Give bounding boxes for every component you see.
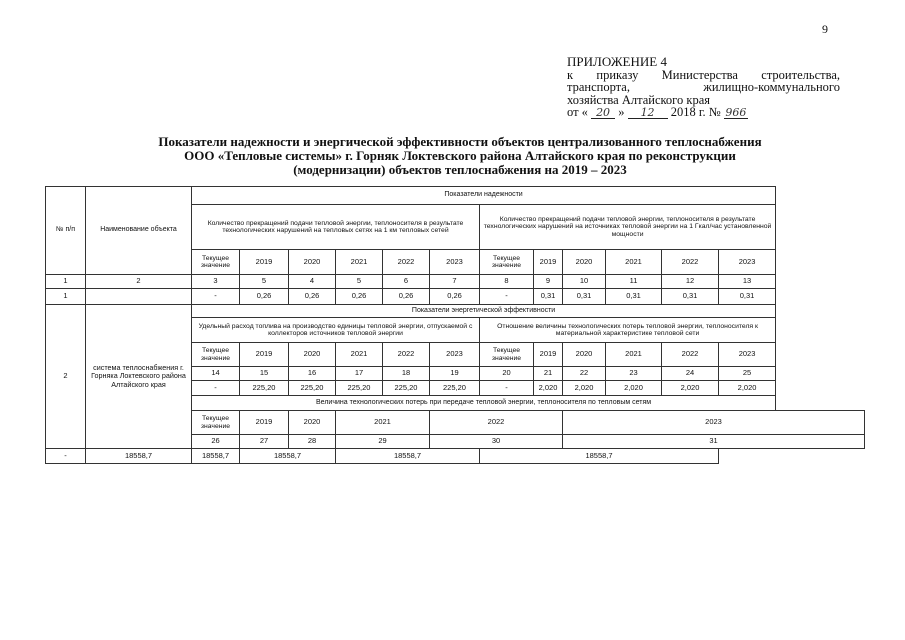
date-month: 12: [628, 108, 668, 119]
table-row: [46, 187, 865, 205]
table-cell: 0,31: [662, 289, 719, 305]
year-header: 2023: [430, 250, 480, 275]
column-number: 9: [534, 275, 563, 289]
reliability-left-header: Количество прекращений подачи тепловой энергии, теплоносителя в результате технологических нарушений на тепловых сетях на 1 км тепловых сетей: [192, 205, 480, 250]
row-number: 1: [46, 289, 86, 305]
year-header: 2023: [563, 411, 865, 435]
year-header: 2020: [289, 411, 336, 435]
indicators-table: [45, 186, 865, 464]
year-header: 2022: [430, 411, 563, 435]
appendix-title: ПРИЛОЖЕНИЕ 4: [567, 54, 667, 69]
title-line-1: Показатели надежности и энергической эффективности объектов централизованного теплоснабжения: [158, 134, 762, 149]
year-header: 2023: [719, 343, 776, 367]
year-header: 2019: [240, 411, 289, 435]
column-number: 1: [46, 275, 86, 289]
column-number: 23: [606, 367, 662, 381]
year-header: 2020: [289, 343, 336, 367]
efficiency-left-header: Удельный расход топлива на производство единицы тепловой энергии, отпускаемой с коллекторов источников тепловой энергии: [192, 318, 480, 343]
table-cell: 0,31: [606, 289, 662, 305]
appendix-date-line: [567, 106, 840, 119]
table-cell: -: [480, 381, 534, 396]
column-number: 20: [480, 367, 534, 381]
object-name: система теплоснабжения г. Горняка Локтевского района Алтайского края: [86, 305, 192, 449]
table-cell: -: [192, 289, 240, 305]
table-row: [46, 305, 865, 318]
year-header: 2019: [534, 250, 563, 275]
table-cell: 0,26: [336, 289, 383, 305]
table-cell: 0,31: [534, 289, 563, 305]
table-cell: -: [46, 449, 86, 464]
table-cell: 225,20: [430, 381, 480, 396]
table-cell: 0,31: [563, 289, 606, 305]
year-header: 2022: [383, 250, 430, 275]
column-number: 16: [289, 367, 336, 381]
column-number: 5: [336, 275, 383, 289]
year-header: 2021: [336, 411, 430, 435]
year-header: 2019: [240, 343, 289, 367]
appendix-line-2: транспорта, жилищно-коммунального: [567, 80, 840, 94]
year-header: 2021: [336, 343, 383, 367]
date-prefix: от «: [567, 105, 588, 119]
date-sep: »: [618, 105, 625, 119]
title-line-2: ООО «Тепловые системы» г. Горняк Локтевского района Алтайского края по реконструкции: [184, 148, 736, 163]
column-number: 13: [719, 275, 776, 289]
column-number: 12: [662, 275, 719, 289]
column-number: 19: [430, 367, 480, 381]
column-number: 4: [289, 275, 336, 289]
order-number: 966: [725, 106, 747, 119]
year-header: 2021: [606, 250, 662, 275]
table-cell: 225,20: [336, 381, 383, 396]
column-number: 17: [336, 367, 383, 381]
table-cell: 2,020: [662, 381, 719, 396]
reliability-right-header: Количество прекращений подачи тепловой энергии, теплоносителя в результате технологических нарушений на источниках тепловой энергии на 1 Гкал/час установленной мощности: [480, 205, 776, 250]
column-number: 3: [192, 275, 240, 289]
year-header: 2020: [563, 343, 606, 367]
column-number: 7: [430, 275, 480, 289]
column-number: 28: [289, 435, 336, 449]
title-line-3: (модернизации) объектов теплоснабжения на 2019 – 2023: [293, 162, 627, 177]
year-header: 2023: [430, 343, 480, 367]
table-cell: 0,26: [383, 289, 430, 305]
column-number: 5: [240, 275, 289, 289]
table-cell: 2,020: [534, 381, 563, 396]
table-cell: 2,020: [606, 381, 662, 396]
year-header: 2020: [289, 250, 336, 275]
column-number: 24: [662, 367, 719, 381]
column-number: 6: [383, 275, 430, 289]
current-value-header: Текущее значение: [480, 250, 534, 275]
table-cell: 225,20: [240, 381, 289, 396]
column-number: 15: [240, 367, 289, 381]
date-year: 2018 г. №: [670, 105, 721, 119]
empty-cell: [86, 289, 192, 305]
row-number: 2: [46, 305, 86, 449]
current-value-header: Текущее значение: [480, 343, 534, 367]
year-header: 2022: [662, 250, 719, 275]
column-number: 31: [563, 435, 865, 449]
column-number: 18: [383, 367, 430, 381]
table-cell: 18558,7: [86, 449, 192, 464]
table-cell: 2,020: [563, 381, 606, 396]
document-title: [80, 135, 840, 177]
table-cell: 0,26: [289, 289, 336, 305]
year-header: 2021: [606, 343, 662, 367]
year-header: 2021: [336, 250, 383, 275]
table-cell: 2,020: [719, 381, 776, 396]
appendix-line-1: к приказу Министерства строительства,: [567, 67, 840, 82]
date-day: 20: [591, 108, 615, 119]
table-cell: -: [480, 289, 534, 305]
page-number: 9: [822, 22, 828, 36]
efficiency-right-header: Отношение величины технологических потерь тепловой энергии, теплоносителя к материальной характеристике тепловой сети: [480, 318, 776, 343]
year-header: 2020: [563, 250, 606, 275]
table-row: [46, 275, 865, 289]
column-number: 29: [336, 435, 430, 449]
table-cell: 0,26: [430, 289, 480, 305]
column-number: 30: [430, 435, 563, 449]
table-cell: 18558,7: [336, 449, 480, 464]
column-number: 27: [240, 435, 289, 449]
column-number: 11: [606, 275, 662, 289]
table-row: [46, 449, 865, 464]
table-cell: -: [192, 381, 240, 396]
year-header: 2022: [662, 343, 719, 367]
table-cell: 225,20: [289, 381, 336, 396]
year-header: 2019: [534, 343, 563, 367]
current-value-header: Текущее значение: [192, 343, 240, 367]
year-header: 2019: [240, 250, 289, 275]
appendix-line-3: хозяйства Алтайского края: [567, 92, 710, 107]
table-cell: 18558,7: [480, 449, 719, 464]
header-name: Наименование объекта: [86, 187, 192, 275]
current-value-header: Текущее значение: [192, 411, 240, 435]
year-header: 2023: [719, 250, 776, 275]
column-number: 25: [719, 367, 776, 381]
column-number: 21: [534, 367, 563, 381]
table-row: [46, 289, 865, 305]
year-header: 2022: [383, 343, 430, 367]
appendix-block: [567, 56, 840, 119]
column-number: 10: [563, 275, 606, 289]
column-number: 26: [192, 435, 240, 449]
table-cell: 0,26: [240, 289, 289, 305]
column-number: 2: [86, 275, 192, 289]
table-cell: 0,31: [719, 289, 776, 305]
table-cell: 18558,7: [240, 449, 336, 464]
current-value-header: Текущее значение: [192, 250, 240, 275]
column-number: 14: [192, 367, 240, 381]
table-cell: 18558,7: [192, 449, 240, 464]
header-num: № п/п: [46, 187, 86, 275]
efficiency-header: Показатели энергетической эффективности: [192, 305, 776, 318]
column-number: 22: [563, 367, 606, 381]
column-number: 8: [480, 275, 534, 289]
losses-header: Величина технологических потерь при передаче тепловой энергии, теплоносителя по тепловым сетям: [192, 396, 776, 411]
table-cell: 225,20: [383, 381, 430, 396]
reliability-header: Показатели надежности: [192, 187, 776, 205]
